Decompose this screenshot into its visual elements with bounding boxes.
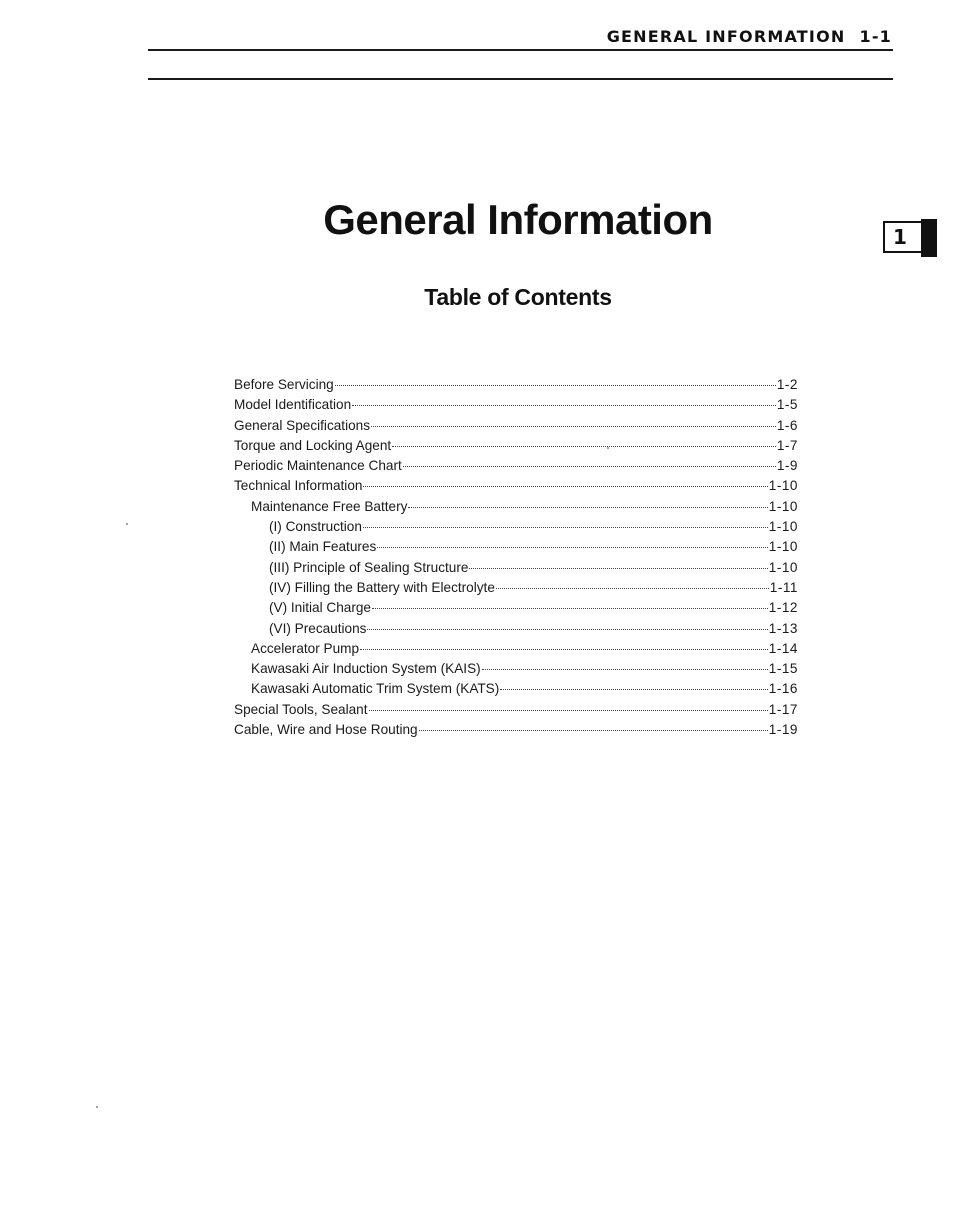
header-rule-bottom (148, 78, 893, 80)
toc-entry (234, 702, 798, 722)
toc-dot-leader (360, 649, 768, 650)
toc-entry (234, 499, 798, 519)
toc-entry (234, 661, 798, 681)
toc-entry-label: Torque and Locking Agent (234, 437, 392, 453)
toc-dot-leader (371, 426, 776, 427)
chapter-tab (883, 221, 923, 253)
toc-entry (234, 519, 798, 539)
toc-entry-label: (I) Construction (269, 519, 362, 535)
toc-entry-label: Model Identification (234, 397, 352, 413)
scan-speck (126, 523, 128, 525)
toc-dot-leader (482, 669, 768, 670)
toc-entry-label: Kawasaki Air Induction System (KAIS) (251, 661, 481, 677)
toc-entry-label: Maintenance Free Battery (251, 498, 408, 514)
toc-dot-leader (500, 689, 768, 690)
toc-dot-leader (369, 710, 768, 711)
toc-entry-page: 1-10 (768, 539, 798, 555)
toc-entry-label: Accelerator Pump (251, 640, 360, 656)
toc-entry-page: 1-10 (768, 519, 798, 535)
toc-list (234, 377, 798, 742)
toc-entry-page: 1-19 (768, 722, 798, 738)
toc-entry (234, 377, 798, 397)
toc-entry (234, 438, 798, 458)
toc-entry-label: (IV) Filling the Battery with Electrolyte (269, 579, 495, 595)
chapter-title: General Information (323, 196, 713, 243)
header-rule-top (148, 49, 893, 51)
toc-dot-leader (469, 568, 767, 569)
toc-entry-label: Special Tools, Sealant (234, 701, 368, 717)
toc-entry-label: Kawasaki Automatic Trim System (KATS) (251, 681, 500, 697)
toc-entry (234, 539, 798, 559)
toc-entry-page: 1-10 (768, 498, 798, 514)
running-header (607, 27, 892, 46)
toc-entry-page: 1-9 (776, 458, 798, 474)
toc-dot-leader (377, 547, 768, 548)
toc-entry-page: 1-16 (768, 681, 798, 697)
toc-entry-label: Before Servicing (234, 377, 334, 392)
toc-entry-label: (II) Main Features (269, 539, 377, 555)
toc-dot-leader (372, 608, 768, 609)
toc-entry-page: 1-15 (768, 661, 798, 677)
toc-dot-leader (403, 466, 776, 467)
toc-heading: Table of Contents (424, 284, 612, 310)
toc-entry (234, 560, 798, 580)
toc-entry-page: 1-12 (768, 600, 798, 616)
chapter-tab-number: 1 (893, 225, 907, 249)
toc-entry-page: 1-2 (776, 377, 798, 392)
toc-entry-label: Cable, Wire and Hose Routing (234, 722, 418, 738)
toc-entry-page: 1-7 (776, 437, 798, 453)
toc-entry (234, 397, 798, 417)
toc-entry-page: 1-14 (768, 640, 798, 656)
toc-entry-page: 1-10 (768, 559, 798, 575)
section-title: GENERAL INFORMATION (606, 27, 846, 46)
toc-dot-leader (367, 629, 767, 630)
toc-entry-label: (VI) Precautions (269, 620, 367, 636)
toc-entry-label: Technical Information (234, 478, 363, 494)
toc-dot-leader (363, 486, 767, 487)
toc-entry-label: Periodic Maintenance Chart (234, 458, 402, 474)
toc-entry-page: 1-6 (776, 417, 798, 433)
page-number: 1-1 (859, 27, 892, 46)
toc-dot-leader (335, 385, 776, 386)
toc-entry (234, 722, 798, 742)
scan-speck (607, 447, 609, 449)
toc-entry (234, 621, 798, 641)
toc-entry-page: 1-10 (768, 478, 798, 494)
toc-entry (234, 478, 798, 498)
toc-entry-page: 1-13 (768, 620, 798, 636)
toc-entry (234, 458, 798, 478)
toc-dot-leader (496, 588, 769, 589)
toc-entry (234, 681, 798, 701)
toc-entry-label: General Specifications (234, 417, 371, 433)
toc-entry (234, 641, 798, 661)
toc-dot-leader (419, 730, 768, 731)
toc-entry (234, 418, 798, 438)
toc-dot-leader (392, 446, 776, 447)
scan-speck (96, 1106, 98, 1108)
toc-entry-page: 1-5 (776, 397, 798, 413)
toc-dot-leader (408, 507, 767, 508)
toc-dot-leader (352, 405, 776, 406)
chapter-tab-bar (921, 219, 937, 257)
toc-dot-leader (363, 527, 768, 528)
toc-entry-label: (V) Initial Charge (269, 600, 371, 616)
toc-entry (234, 580, 798, 600)
toc-entry-page: 1-11 (769, 579, 798, 595)
toc-entry (234, 600, 798, 620)
toc-entry-page: 1-17 (768, 701, 798, 717)
toc-entry-label: (III) Principle of Sealing Structure (269, 559, 469, 575)
